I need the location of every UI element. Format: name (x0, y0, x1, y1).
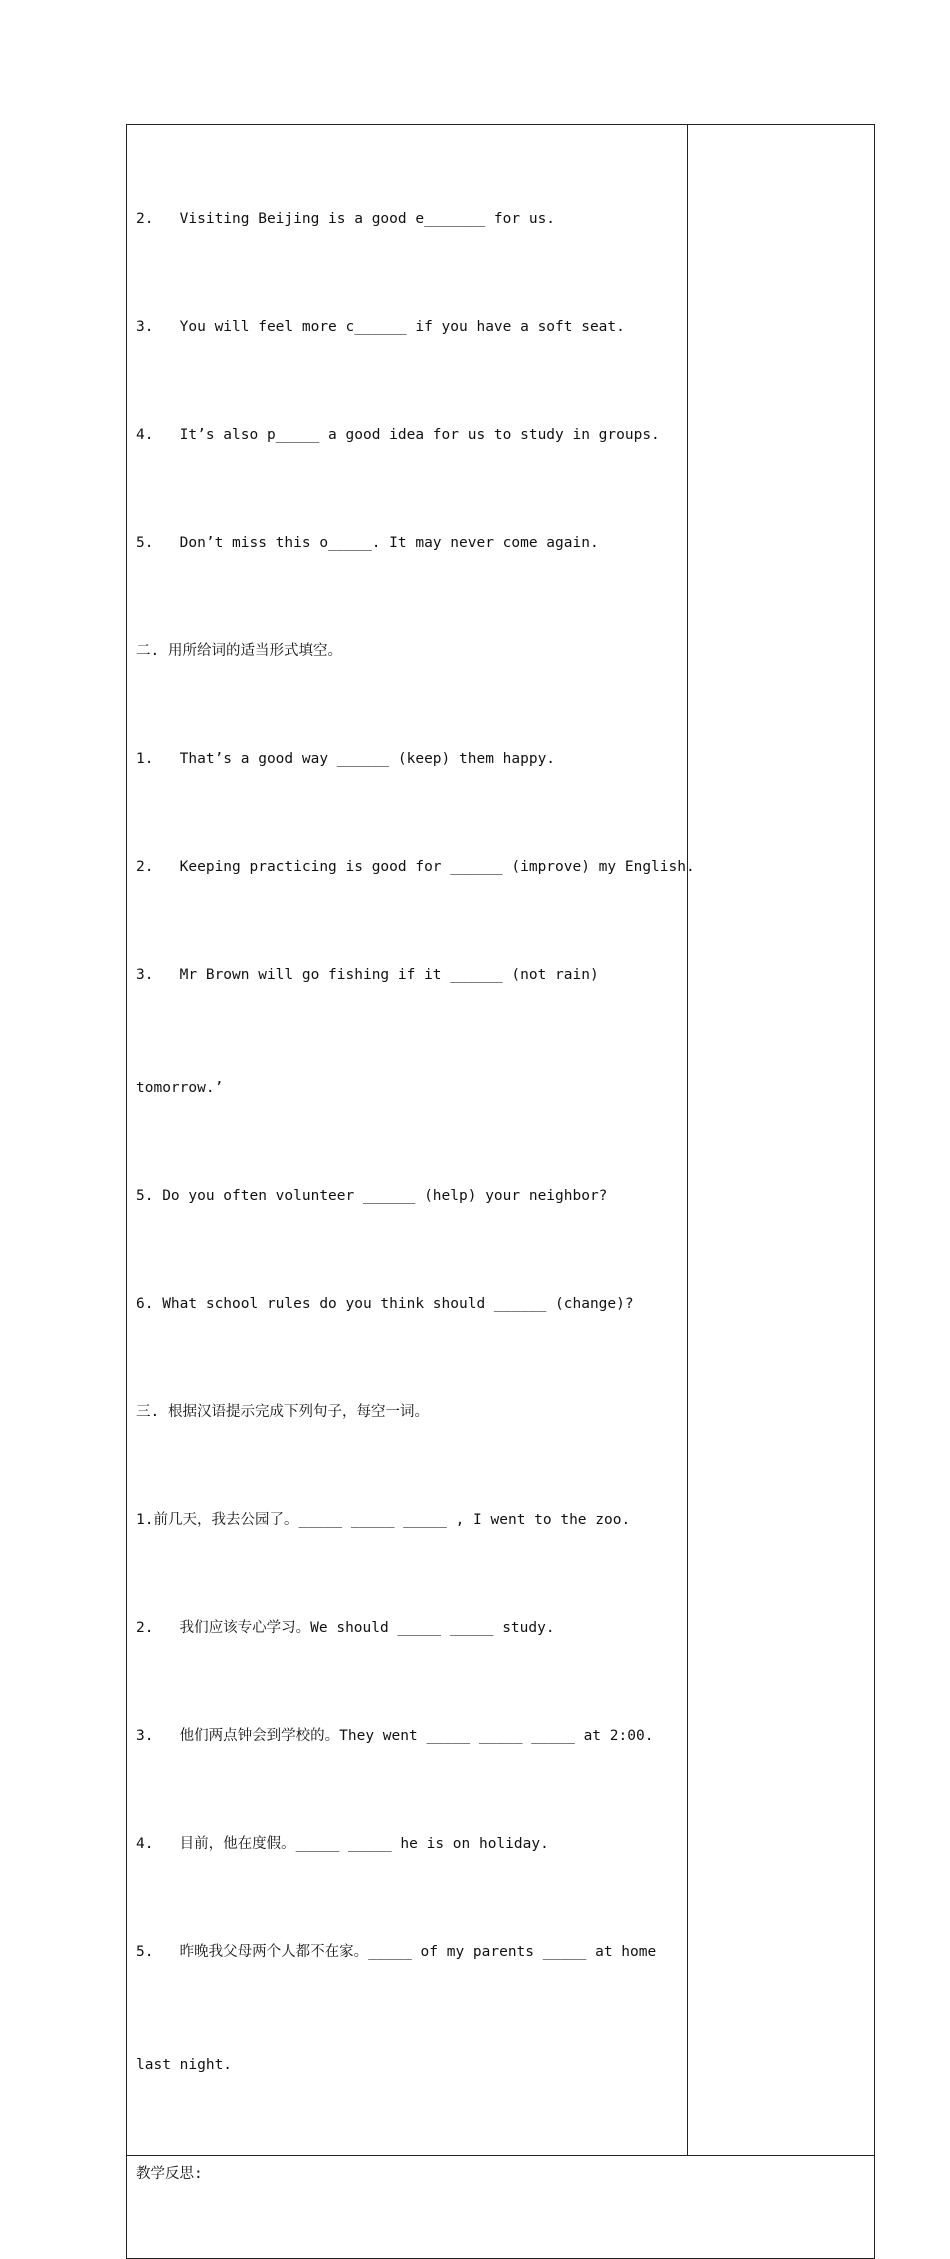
section2-item-2: 2. Keeping practicing is good for ______ (improve) my English. (136, 859, 695, 875)
section2-item-3-line1: 3. Mr Brown will go fishing if it ______ (not rain) (136, 967, 599, 983)
section2-heading: 二. 用所给词的适当形式填空。 (136, 643, 342, 659)
section1-item-4: 4. It’s also p_____ a good idea for us to study in groups. (136, 427, 660, 443)
section1-item-3: 3. You will feel more c______ if you have a soft seat. (136, 319, 625, 335)
section3-item-3: 3. 他们两点钟会到学校的。They went _____ _____ _____ at 2:00. (136, 1728, 654, 1744)
exercise-cell (127, 125, 695, 2156)
exercise-row (127, 125, 875, 2156)
section3-item-4: 4. 目前，他在度假。_____ _____ he is on holiday. (136, 1836, 549, 1852)
section1-item-2: 2. Visiting Beijing is a good e_______ for us. (136, 211, 556, 227)
section3-heading: 三. 根据汉语提示完成下列句子，每空一词。 (136, 1404, 429, 1420)
section1-item-5: 5. Don’t miss this o_____. It may never come again. (136, 535, 599, 551)
notes-column-cell (688, 125, 875, 2156)
reflection-label: 教学反思: (136, 2166, 203, 2182)
section3-item-1: 1.前几天，我去公园了。_____ _____ _____ , I went to the zoo. (136, 1512, 631, 1528)
section2-item-3-line2: tomorrow.’ (136, 1080, 224, 1096)
section3-item-5-line2: last night. (136, 2057, 233, 2073)
worksheet-table (126, 124, 875, 2259)
reflection-row (127, 2156, 875, 2259)
section3-item-5-line1: 5. 昨晚我父母两个人都不在家。_____ of my parents _____ at home (136, 1944, 657, 1960)
section3-item-2: 2. 我们应该专心学习。We should _____ _____ study. (136, 1620, 555, 1636)
section2-item-1: 1. That’s a good way ______ (keep) them happy. (136, 751, 556, 767)
reflection-cell (127, 2156, 875, 2259)
section2-item-5: 5. Do you often volunteer ______ (help) your neighbor? (136, 1188, 608, 1204)
section2-item-6: 6. What school rules do you think should ______ (change)? (136, 1296, 634, 1312)
exercise-content (127, 125, 695, 2155)
